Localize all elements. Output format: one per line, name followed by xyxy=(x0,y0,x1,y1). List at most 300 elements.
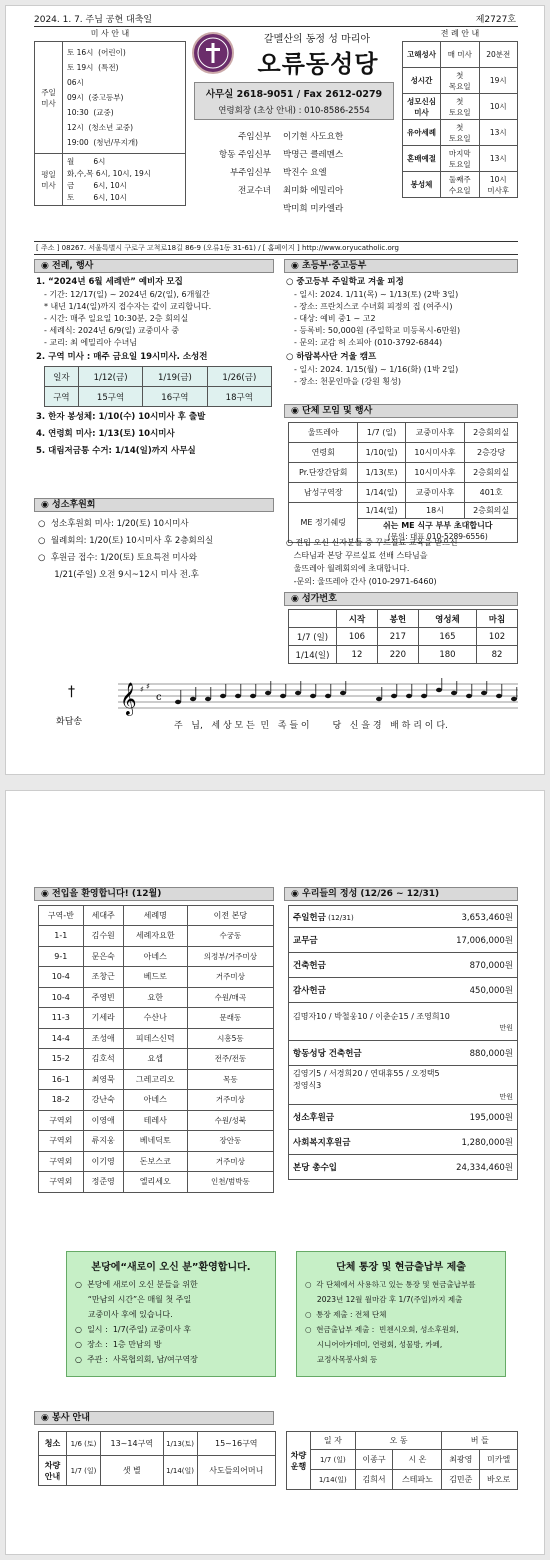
offering-title-text: 우리들의 정성 (12/26 ~ 12/31) xyxy=(302,889,440,899)
groups-note-line: 스타님과 본당 꾸르실료 선배 스타님을 xyxy=(286,551,428,560)
welcome-cell: 베드로 xyxy=(123,967,187,988)
youth-camp-1-details xyxy=(286,289,520,349)
offering-sunday-value: 3,653,460원 xyxy=(413,906,518,928)
hymn-cell: 1/14(일) xyxy=(289,646,337,664)
district-cell: 18구역 xyxy=(207,387,271,407)
offering-row xyxy=(289,953,518,978)
parish-seal-icon xyxy=(192,32,234,74)
weekday-mass-times xyxy=(63,154,186,206)
welcome-cell: 테레사 xyxy=(123,1110,187,1131)
clergy-row xyxy=(198,200,398,218)
clergy-name: 이기현 사도요한 xyxy=(283,132,344,142)
youth-section-title: ◉ 초등부·중고등부 xyxy=(284,259,518,273)
youth-detail-line: - 대상: 예비 중1 ~ 고2 xyxy=(294,314,376,323)
date-line: 2024. 1. 7. 주님 공현 대축일 xyxy=(34,15,153,25)
car-guide-cell: 샛 별 xyxy=(101,1456,164,1486)
youth-detail-line: - 장소: 천문인마을 (강원 횡성) xyxy=(294,377,402,386)
welcome-cell: 거주미상 xyxy=(187,1090,273,1111)
sacrament-cell: 마지막 토요일 xyxy=(441,146,480,172)
welcome-cell: 요셉 xyxy=(123,1049,187,1070)
music-note xyxy=(466,694,472,698)
group-cell: 1/7 (일) xyxy=(358,423,405,443)
sunday-mass-time: 09시 (중고등부) xyxy=(67,93,124,102)
welcome-header-row xyxy=(39,906,274,926)
welcome-cell: 김수원 xyxy=(83,926,123,947)
car-guide-cell: 1/14(일) xyxy=(163,1456,197,1486)
sacrament-cell: 19시 xyxy=(479,68,517,94)
group-cell: 1/14(일) xyxy=(358,503,405,519)
clergy-row xyxy=(198,164,398,182)
welcome-cell: 최영묵 xyxy=(83,1069,123,1090)
liturgy-detail-line: - 기간: 12/17(일) ~ 2024년 6/2(일), 6개월간 xyxy=(44,290,210,299)
group-cell: 울뜨레아 xyxy=(289,423,358,443)
music-note xyxy=(496,694,502,698)
group-cell: 2층강당 xyxy=(465,443,518,463)
newcomer-line: ○ 일시 : 1/7(주일) 교중미사 후 xyxy=(75,1325,192,1334)
sacrament-cell: 첫 토요일 xyxy=(441,94,480,120)
building-fund-row-label: 항동성당 건축헌금 xyxy=(289,1041,413,1066)
contact-box xyxy=(194,82,394,120)
bus-cell: 이종구 xyxy=(355,1450,393,1470)
car-guide-row xyxy=(39,1456,276,1486)
music-note xyxy=(175,700,181,704)
sacrament-cell: 10시 xyxy=(479,94,517,120)
welcome-cell: 9-1 xyxy=(39,946,84,967)
welcome-header-cell: 세대주 xyxy=(83,906,123,926)
hymn-cell: 1/7 (일) xyxy=(289,628,337,646)
welcome-cell: 수원/성북 xyxy=(187,1110,273,1131)
welcome-cell: 문은숙 xyxy=(83,946,123,967)
table-row xyxy=(39,1131,274,1152)
patron-line: ○ 성소후원회 미사: 1/20(토) 10시미사 xyxy=(38,519,189,529)
hymn-cell: 82 xyxy=(477,646,518,664)
hymn-header-row xyxy=(289,610,518,628)
welcome-cell: 거주미상 xyxy=(187,1151,273,1172)
bank-lines xyxy=(305,1277,497,1367)
group-cell: 1/10(일) xyxy=(358,443,405,463)
offering-table xyxy=(288,905,518,1180)
table-row xyxy=(39,1172,274,1193)
district-mass-row xyxy=(45,387,272,407)
welcome-cell: 수궁동 xyxy=(187,926,273,947)
bus-cell: 1/7 (일) xyxy=(311,1450,356,1470)
hymn-header-cell: 봉헌 xyxy=(377,610,418,628)
newcomer-line: “만남의 시간”은 매월 첫 주일 xyxy=(75,1295,192,1304)
welcome-cell: 18-2 xyxy=(39,1090,84,1111)
table-row xyxy=(39,926,274,947)
bus-row xyxy=(287,1450,518,1470)
welcome-cell: 아녜스 xyxy=(123,1090,187,1111)
groups-section-title: ◉ 단체 모임 및 행사 xyxy=(284,404,518,418)
clergy-role: 부주임신부 xyxy=(229,168,271,178)
offering-row-label: 사회복지후원금 xyxy=(289,1130,413,1155)
svg-text:♯: ♯ xyxy=(146,682,150,691)
bank-line: 2023년 12월 월마감 후 1/7(주일)까지 제출 xyxy=(305,1295,463,1304)
welcome-cell: 요한 xyxy=(123,987,187,1008)
district-header-cell: 1/26(금) xyxy=(207,367,271,387)
group-cell: Pr.단장간담회 xyxy=(289,463,358,483)
patron-section-title: ◉ 성소후원회 xyxy=(34,498,274,512)
group-cell: 401호 xyxy=(465,483,518,503)
weekday-mass-time: 월 6시 xyxy=(67,156,106,166)
group-cell: 2층회의실 xyxy=(465,423,518,443)
welcome-cell: 엘리세오 xyxy=(123,1172,187,1193)
sunday-mass-time: 19:00 (청년/무지개) xyxy=(67,138,138,147)
office-phone: 사무실 2618-9051 / Fax 2612-0279 xyxy=(205,89,383,100)
bus-cell: 김희서 xyxy=(355,1470,393,1490)
music-note xyxy=(220,694,226,698)
bulletin-page-1 xyxy=(5,5,545,775)
sunday-offering-label: 주일헌금 xyxy=(293,912,326,923)
cleaning-cell: 1/13(토) xyxy=(163,1432,197,1456)
me-note: 쉬는 ME 식구 부부 초대합니다 xyxy=(382,520,493,530)
welcome-cell: 1-1 xyxy=(39,926,84,947)
table-row xyxy=(39,1110,274,1131)
bank-box xyxy=(296,1251,506,1377)
table-row xyxy=(39,987,274,1008)
liturgy-section xyxy=(36,276,276,458)
building-donors-names: 김영기5 / 서경희20 / 연대휴55 / 오정택5 정영식3 xyxy=(293,1069,440,1090)
offering-row xyxy=(289,1130,518,1155)
sacrament-cell: 유아세례 xyxy=(403,120,441,146)
music-note xyxy=(376,697,382,701)
hymn-row xyxy=(289,646,518,664)
building-fund-row-value: 880,000원 xyxy=(413,1041,518,1066)
offering-row-value: 1,280,000원 xyxy=(413,1130,518,1155)
parish-name: 오류동성당 xyxy=(257,50,379,78)
offering-row-value: 870,000원 xyxy=(413,953,518,978)
music-note xyxy=(295,691,301,695)
liturgy-title-text: 전례, 행사 xyxy=(52,261,94,271)
bank-line: ○ 각 단체에서 사용하고 있는 통장 및 현금출납부를 xyxy=(305,1280,476,1289)
welcome-cell: 수산나 xyxy=(123,1008,187,1029)
music-note xyxy=(436,688,442,692)
welcome-cell: 구역외 xyxy=(39,1151,84,1172)
liturgy-detail-line: - 세례식: 2024년 6/9(일) 교중미사 중 xyxy=(44,326,180,335)
bus-row xyxy=(287,1470,518,1490)
clergy-role xyxy=(198,200,283,218)
bus-cell: 미카엘 xyxy=(480,1450,518,1470)
music-note xyxy=(481,691,487,695)
offering-row-value: 24,334,460원 xyxy=(413,1155,518,1180)
offering-row xyxy=(289,1155,518,1180)
bus-header-cell: 버 들 xyxy=(442,1432,518,1450)
music-note xyxy=(406,694,412,698)
table-row xyxy=(39,1049,274,1070)
cleaning-car-table xyxy=(38,1431,276,1486)
groups-note-line: 울뜨레아 월례회의에 초대합니다. xyxy=(286,564,410,573)
youth-title-text: 초등부·중고등부 xyxy=(302,261,367,271)
youth-detail-line: - 일시: 2024. 1/15(월) ~ 1/16(화) (1박 2일) xyxy=(294,365,459,374)
address-bar: [ 주소 ] 08267. 서울특별시 구로구 고척로18길 86-9 (오류1동 31-61) / [ 홈페이지 ] http://www.oryucatholic.org xyxy=(34,241,518,255)
bank-line: ○ 통장 제출 : 전체 단체 xyxy=(305,1310,387,1319)
liturgy-item-1-details xyxy=(36,289,276,349)
group-cell: 교중미사후 xyxy=(405,423,465,443)
welcome-section-title: ◉ 전입을 환영합니다! (12월) xyxy=(34,887,274,901)
car-guide-cell: 1/7 (일) xyxy=(67,1456,101,1486)
group-row xyxy=(289,503,518,519)
welcome-title-text: 전입을 환영합니다! (12월) xyxy=(52,889,162,899)
bus-cell: 최광영 xyxy=(442,1450,480,1470)
cleaning-cell: 15~16구역 xyxy=(197,1432,275,1456)
group-row xyxy=(289,443,518,463)
offering-row-label: 본당 총수입 xyxy=(289,1155,413,1180)
district-cell: 15구역 xyxy=(78,387,142,407)
mass-schedule-table xyxy=(34,41,186,206)
group-cell: 2층회의실 xyxy=(465,463,518,483)
group-cell: 연령회 xyxy=(289,443,358,463)
sacrament-row xyxy=(403,172,518,198)
welcome-cell: 피데스신덕 xyxy=(123,1028,187,1049)
music-note xyxy=(451,691,457,695)
hymn-section-title: ◉ 성가번호 xyxy=(284,592,518,606)
welcome-cell: 아녜스 xyxy=(123,946,187,967)
welcome-cell: 시흥5동 xyxy=(187,1028,273,1049)
top-rule xyxy=(34,26,518,27)
hymn-header-cell: 영성체 xyxy=(418,610,476,628)
district-mass-header xyxy=(45,367,272,387)
youth-section xyxy=(286,276,520,388)
welcome-cell: 베네딕토 xyxy=(123,1131,187,1152)
group-cell: 교중미사후 xyxy=(405,483,465,503)
sacrament-row xyxy=(403,120,518,146)
hymn-row xyxy=(289,628,518,646)
newcomer-line: ○ 본당에 새로이 오신 분들을 위한 xyxy=(75,1280,198,1289)
district-cell: 구역 xyxy=(45,387,79,407)
newcomer-title: 본당에“새로이 오신 분”환영합니다. xyxy=(91,1262,251,1273)
psalm-staff xyxy=(118,678,518,718)
table-row xyxy=(39,1008,274,1029)
patron-section xyxy=(38,516,278,584)
patron-line: 1/21(주일) 오전 9시~12시 미사 전.후 xyxy=(38,570,199,580)
liturgy-section-title: ◉ 전례, 행사 xyxy=(34,259,274,273)
sacrament-cell: 13시 xyxy=(479,120,517,146)
hymn-cell: 217 xyxy=(377,628,418,646)
clergy-row xyxy=(198,128,398,146)
liturgy-item-2: 2. 구역 미사 : 매주 금요일 19시미사. 소성전 xyxy=(36,352,208,362)
group-cell: 2층회의실 xyxy=(465,503,518,519)
offering-row-value: 17,006,000원 xyxy=(413,928,518,953)
group-cell: 10시미사후 xyxy=(405,463,465,483)
newcomer-box xyxy=(66,1251,276,1377)
psalm-label: 화답송 xyxy=(56,717,83,727)
welcome-cell: 인천/범박동 xyxy=(187,1172,273,1193)
sacrament-cell: 성모신심 미사 xyxy=(403,94,441,120)
clergy-name: 박진수 요엘 xyxy=(283,168,327,178)
welcome-cell: 수원/매곡 xyxy=(187,987,273,1008)
sacrament-row xyxy=(403,68,518,94)
bus-cell: 1/14(일) xyxy=(311,1470,356,1490)
hymn-cell: 106 xyxy=(337,628,378,646)
welcome-cell: 구역외 xyxy=(39,1110,84,1131)
welcome-cell: 돈보스코 xyxy=(123,1151,187,1172)
bank-line: 시니어아카데미, 연령회, 성물방, 카페, xyxy=(305,1340,443,1349)
bank-line: 교정사목봉사회 등 xyxy=(305,1355,378,1364)
mass-title: 미 사 안 내 xyxy=(90,29,130,38)
service-section-title: ◉ 봉사 안내 xyxy=(34,1411,274,1425)
group-cell: 18시 xyxy=(405,503,465,519)
welcome-cell: 정준영 xyxy=(83,1172,123,1193)
parish-subtitle: 갈멜산의 동정 성 마리아 xyxy=(263,34,371,45)
bus-header-row xyxy=(287,1432,518,1450)
me-contact: (문의: 대표 010-5289-6556) xyxy=(387,531,488,541)
bus-cell: 스테파노 xyxy=(393,1470,442,1490)
patron-line: ○ 후원금 접수: 1/20(토) 토요특전 미사와 xyxy=(38,553,197,563)
welcome-cell: 11-3 xyxy=(39,1008,84,1029)
welcome-cell: 전주/전동 xyxy=(187,1049,273,1070)
welcome-cell: 문래동 xyxy=(187,1008,273,1029)
thanks-donors-names: 김명자10 / 박철웅10 / 이춘순15 / 조영희10 xyxy=(293,1011,450,1021)
cleaning-row xyxy=(39,1432,276,1456)
music-note xyxy=(421,694,427,698)
music-note xyxy=(511,697,517,701)
welcome-cell: 목동 xyxy=(187,1069,273,1090)
welcome-cell: 16-1 xyxy=(39,1069,84,1090)
offering-sunday-row xyxy=(289,906,518,928)
youth-camp-2-details xyxy=(286,364,520,388)
groups-note-line: ○ 전입 오신 신자분들 중 꾸르실료 교육을 받으신 xyxy=(286,538,458,547)
newcomer-line: ○ 주관 : 사목협의회, 남/여구역장 xyxy=(75,1355,198,1364)
group-cell: 10시미사후 xyxy=(405,443,465,463)
car-guide-label: 차량 안내 xyxy=(39,1456,67,1486)
bus-label: 차량 운행 xyxy=(287,1432,311,1490)
welcome-cell: 이기영 xyxy=(83,1151,123,1172)
svg-text:c: c xyxy=(156,692,162,703)
sacrament-cell: 봉성체 xyxy=(403,172,441,198)
sunday-mass-time: 토 19시 (특전) xyxy=(67,63,119,72)
welcome-cell: 구역외 xyxy=(39,1172,84,1193)
svg-text:𝄞: 𝄞 xyxy=(120,682,137,715)
sunday-mass-time: 12시 (청소년 교중) xyxy=(67,123,134,132)
welcome-header-cell: 구역-반 xyxy=(39,906,84,926)
welcome-cell: 10-4 xyxy=(39,987,84,1008)
clergy-name: 최미화 에밀리아 xyxy=(283,186,344,196)
offering-row-label: 성소후원금 xyxy=(289,1105,413,1130)
newcomer-line: ○ 장소 : 1층 만남의 방 xyxy=(75,1340,162,1349)
offering-row xyxy=(289,1105,518,1130)
offering-row-label: 감사헌금 xyxy=(289,978,413,1003)
clergy-role: 전교수녀 xyxy=(238,186,271,196)
hymn-cell: 180 xyxy=(418,646,476,664)
clergy-role: 항동 주임신부 xyxy=(219,150,271,160)
table-row xyxy=(39,1151,274,1172)
table-row xyxy=(39,967,274,988)
table-row xyxy=(39,1090,274,1111)
welcome-cell: 주영빈 xyxy=(83,987,123,1008)
cleaning-cell: 13~14구역 xyxy=(101,1432,164,1456)
music-note xyxy=(235,694,241,698)
welcome-cell: 기세라 xyxy=(83,1008,123,1029)
bus-cell: 시 온 xyxy=(393,1450,442,1470)
newcomer-lines xyxy=(75,1277,267,1367)
offering-row-value: 450,000원 xyxy=(413,978,518,1003)
music-note xyxy=(205,697,211,701)
patron-line: ○ 월례회의: 1/20(토) 10시미사 후 2층회의실 xyxy=(38,536,214,546)
psalm-lyrics: 주 님, 세 상 모 든 민 족 들 이 당 신 을 경 배 하 리 이 다. xyxy=(174,721,448,731)
group-cell: 1/13(토) xyxy=(358,463,405,483)
groups-note-line: -문의: 울뜨레아 간사 (010-2971-6460) xyxy=(286,577,437,586)
sacrament-row xyxy=(403,42,518,68)
issue-number: 제2727호 xyxy=(475,15,516,25)
liturgy-detail-line: - 시간: 매주 일요일 10:30분, 2층 회의실 xyxy=(44,314,189,323)
welcome-cell: 류지웅 xyxy=(83,1131,123,1152)
group-row xyxy=(289,423,518,443)
clergy-list xyxy=(198,128,398,218)
table-row xyxy=(39,946,274,967)
liturgy-item-5: 5. 대림저금통 수거: 1/14(일)까지 사무실 xyxy=(36,446,196,456)
patron-title-text: 성소후원회 xyxy=(52,500,96,510)
groups-note xyxy=(286,536,520,588)
sacrament-cell: 10시 미사후 xyxy=(479,172,517,198)
youth-camp-2: ○ 하람복사단 겨울 캠프 xyxy=(286,352,377,362)
welcome-cell: 조창근 xyxy=(83,967,123,988)
sacrament-cell: 성시간 xyxy=(403,68,441,94)
offering-row-label: 건축헌금 xyxy=(289,953,413,978)
building-donors-unit: 만원 xyxy=(499,1093,513,1101)
building-donors-cell xyxy=(289,1066,518,1105)
music-note xyxy=(280,694,286,698)
music-note xyxy=(310,694,316,698)
hymn-cell: 165 xyxy=(418,628,476,646)
liturgy-item-3: 3. 한자 봉성체: 1/10(수) 10시미사 후 출발 xyxy=(36,412,206,422)
sacrament-cell: 둘째주 수요일 xyxy=(441,172,480,198)
welcome-cell: 14-4 xyxy=(39,1028,84,1049)
district-header-cell: 일자 xyxy=(45,367,79,387)
clergy-name: 박명근 클레멘스 xyxy=(283,150,344,160)
group-cell: ME 정기쉐링 xyxy=(289,503,358,543)
bus-header-cell: 일 자 xyxy=(311,1432,356,1450)
offering-row xyxy=(289,978,518,1003)
liturgy-detail-line: * 내년 1/14(일)까지 접수자는 같이 교리합니다. xyxy=(44,302,212,311)
newcomer-line: 교중미사 후에 있습니다. xyxy=(75,1310,173,1319)
sacrament-cell: 고해성사 xyxy=(403,42,441,68)
hymn-header-cell: 마침 xyxy=(477,610,518,628)
group-cell: 1/14(일) xyxy=(358,483,405,503)
welcome-cell: 장안동 xyxy=(187,1131,273,1152)
district-header-cell: 1/12(금) xyxy=(78,367,142,387)
youth-detail-line: - 문의: 교감 허 소피아 (010-3792-6844) xyxy=(294,338,443,347)
thanks-donors-cell xyxy=(289,1003,518,1041)
youth-detail-line: - 일시: 2024. 1/11(목) ~ 1/13(토) (2박 3일) xyxy=(294,290,459,299)
sacrament-cell: 첫 목요일 xyxy=(441,68,480,94)
sacrament-cell: 매 미사 xyxy=(441,42,480,68)
welcome-cell: 의정부/거주미상 xyxy=(187,946,273,967)
clergy-row xyxy=(198,146,398,164)
welcome-cell: 김호석 xyxy=(83,1049,123,1070)
hymn-cell: 102 xyxy=(477,628,518,646)
hymn-corner-cell xyxy=(289,610,337,628)
sunday-mass-time: 06시 xyxy=(67,78,84,87)
welcome-cell: 강난숙 xyxy=(83,1090,123,1111)
welcome-cell: 이영애 xyxy=(83,1110,123,1131)
bulletin-page-2 xyxy=(5,790,545,1555)
bus-cell: 김민준 xyxy=(442,1470,480,1490)
clergy-row xyxy=(198,182,398,200)
welcome-cell: 조성애 xyxy=(83,1028,123,1049)
offering-section-title: ◉ 우리들의 정성 (12/26 ~ 12/31) xyxy=(284,887,518,901)
bus-header-cell: 오 동 xyxy=(355,1432,442,1450)
weekday-mass-time: 화,수,목 6시, 10시, 19시 xyxy=(67,168,152,178)
hymn-title-text: 성가번호 xyxy=(302,594,337,604)
welcome-cell: 15-2 xyxy=(39,1049,84,1070)
hymn-table xyxy=(288,609,518,664)
building-donors xyxy=(289,1066,518,1105)
music-note xyxy=(190,697,196,701)
hymn-cell: 220 xyxy=(377,646,418,664)
group-cell: 남성구역장 xyxy=(289,483,358,503)
car-guide-cell: 사도들의어머니 xyxy=(197,1456,275,1486)
clergy-role: 주임신부 xyxy=(238,132,271,142)
